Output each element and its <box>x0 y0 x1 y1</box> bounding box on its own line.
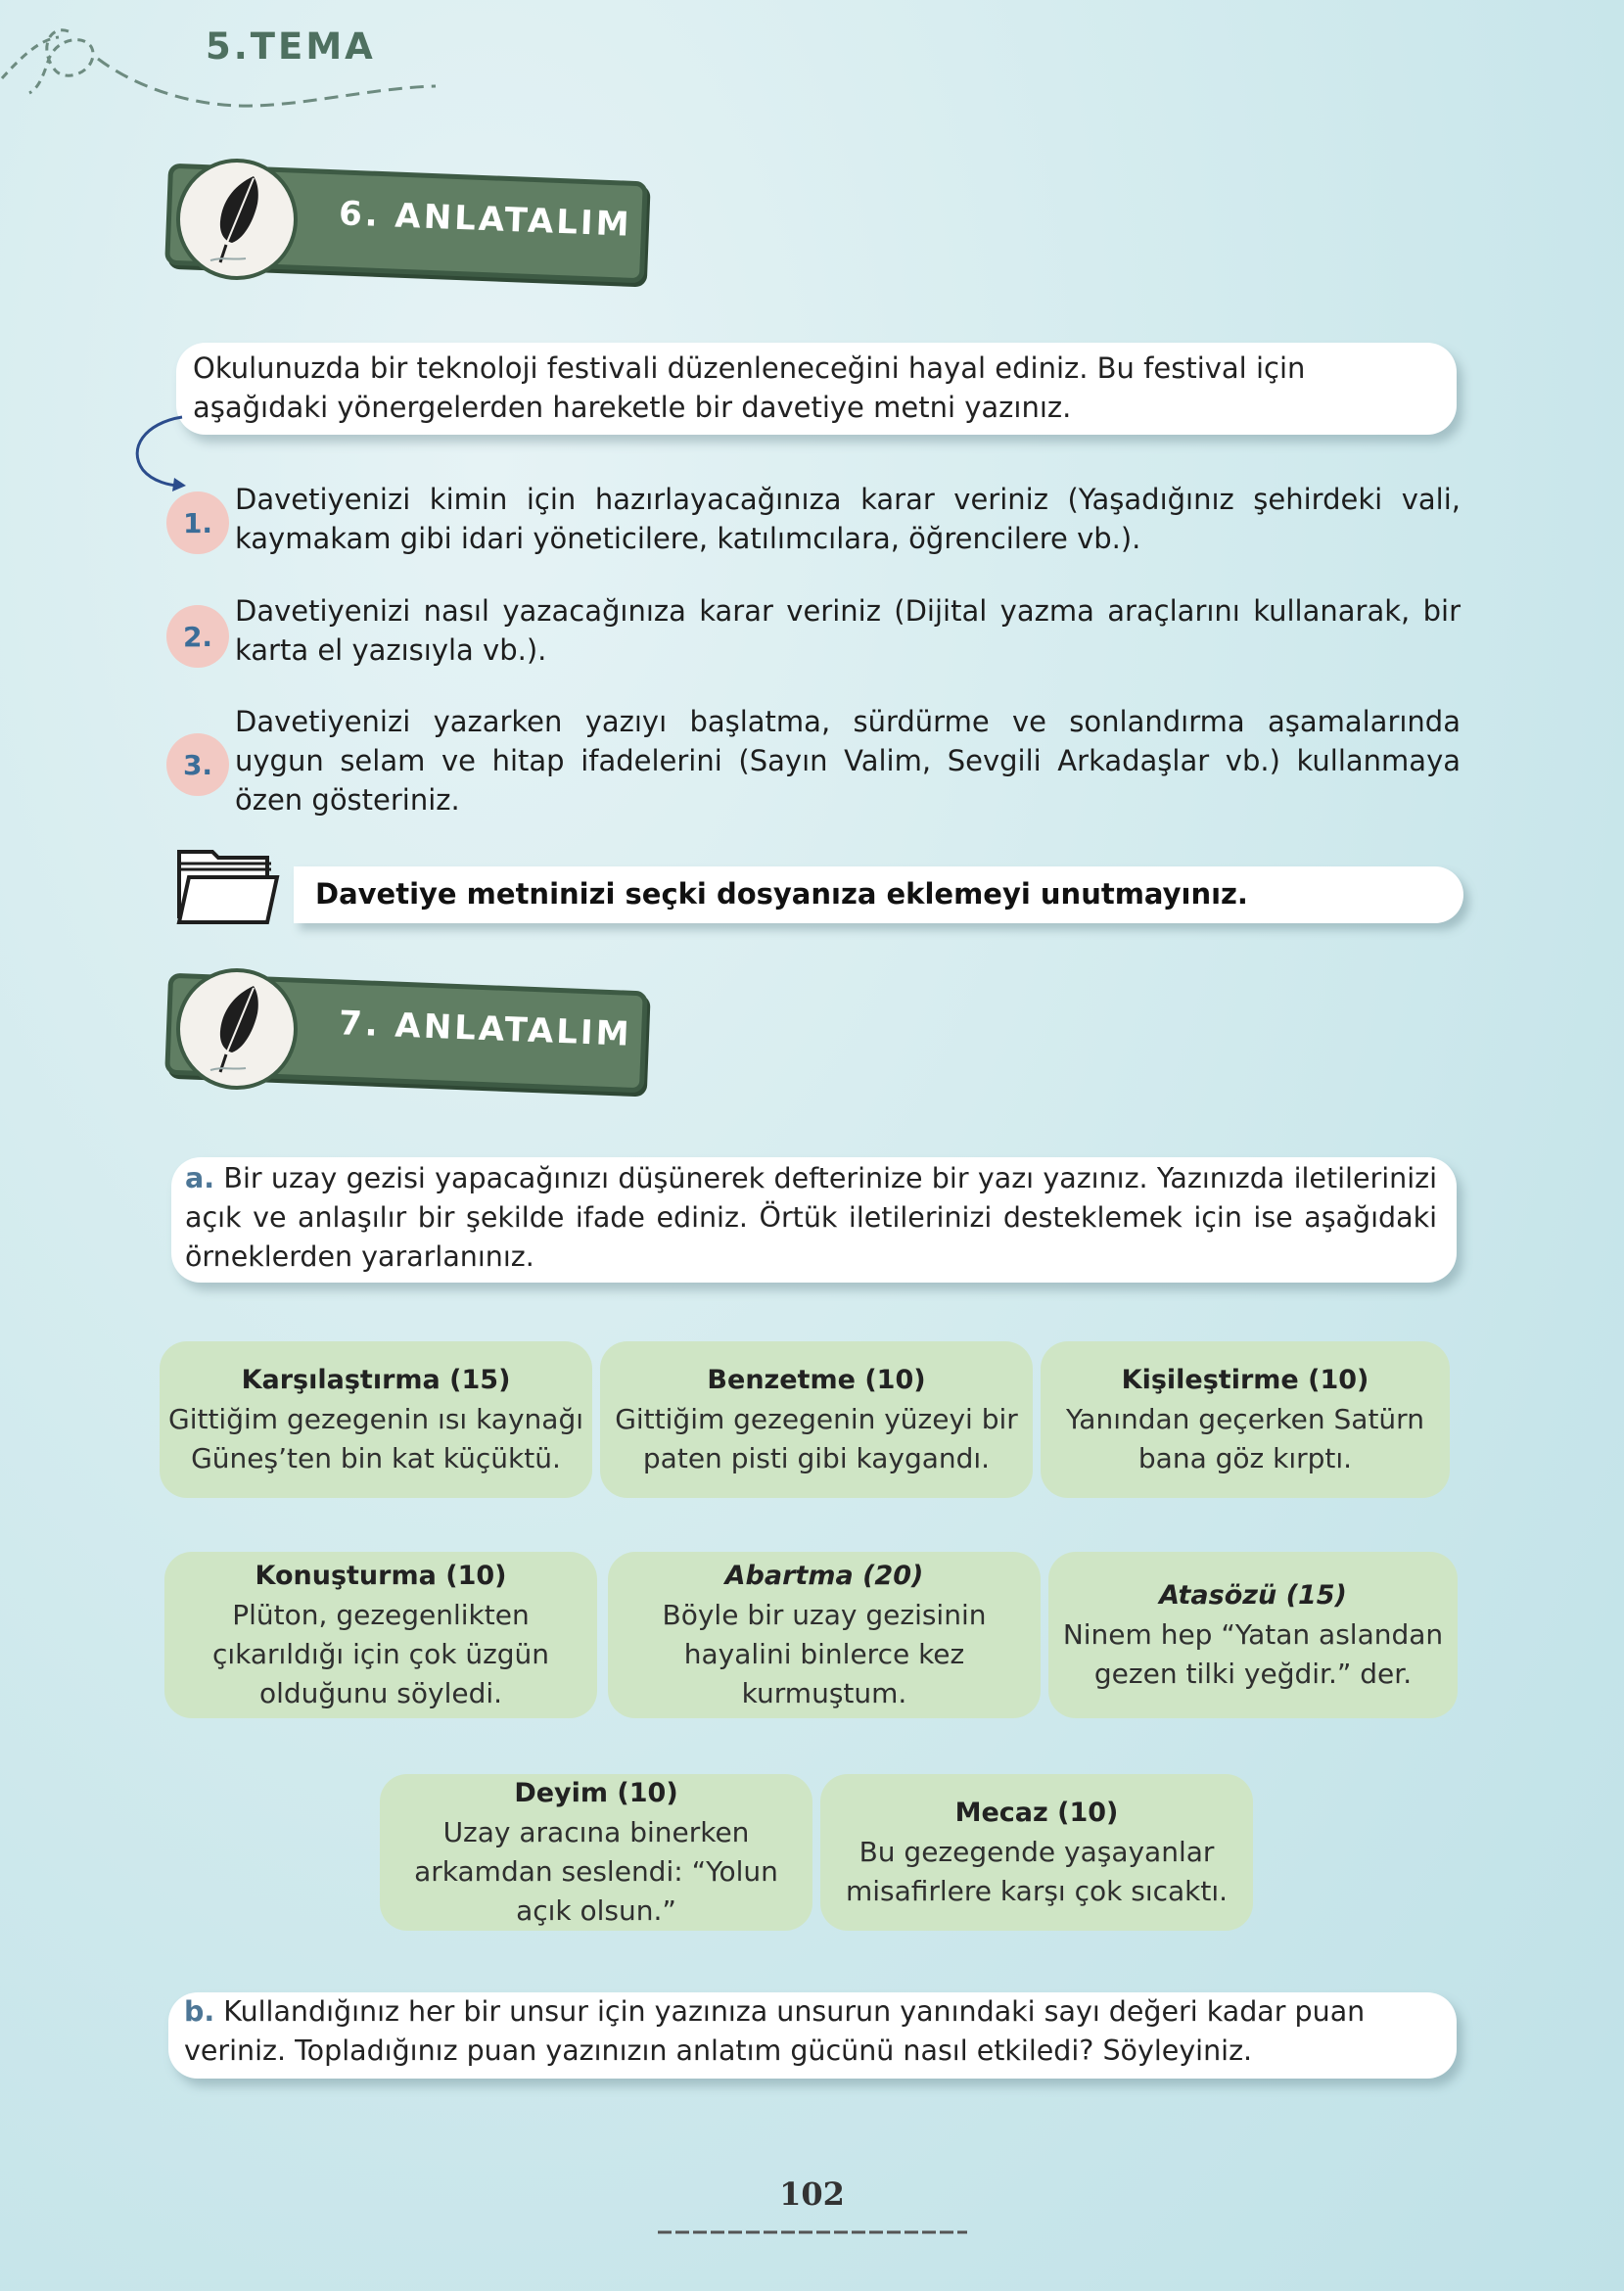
step-2 <box>164 591 1462 679</box>
step-number: 3. <box>166 733 229 796</box>
card-title: Deyim (10) <box>514 1778 678 1808</box>
example-card-abartma <box>608 1552 1041 1718</box>
task-a <box>171 1157 1457 1283</box>
folder-icon <box>173 844 281 926</box>
section-6-badge <box>164 164 654 282</box>
card-text: Gittiğim gezegenin yüzeyi bir paten pisti gibi kaygandı. <box>615 1403 1018 1474</box>
example-card-konusturma <box>164 1552 597 1718</box>
task-b-lead: b. <box>184 1995 215 2028</box>
card-text: Uzay aracına binerken arkamdan seslendi: “Yolun açık olsun.” <box>414 1816 778 1927</box>
card-title: Atasözü (15) <box>1159 1580 1347 1611</box>
card-text: Yanından geçerken Satürn bana göz kırptı. <box>1066 1403 1424 1474</box>
card-text: Bu gezegende yaşayanlar misafirlere karşı çok sıcaktı. <box>845 1836 1229 1907</box>
page-number-underline <box>656 2227 969 2237</box>
example-card-atasozu <box>1048 1552 1458 1718</box>
step-number: 1. <box>166 491 229 554</box>
step-text: Davetiyenizi nasıl yazacağınıza karar veriniz (Dijital yazma araçlarını kullanarak, bir karta el yazısıyla vb.). <box>235 594 1461 667</box>
example-card-karsilastirma <box>160 1341 592 1498</box>
feather-icon <box>176 968 298 1090</box>
section-7-title: 7. ANLATALIM <box>338 1004 633 1054</box>
card-title: Karşılaştırma (15) <box>241 1365 511 1395</box>
section-7-badge <box>164 974 654 1092</box>
card-title: Abartma (20) <box>724 1561 924 1591</box>
task-a-text: Bir uzay gezisi yapacağınızı düşünerek defterinize bir yazı yazınız. Yazınızda iletilerinizi açık ve anlaşılır bir şekilde ifade ediniz. Örtük iletilerinizi desteklemek için ise aşağıdaki örneklerden yararlanınız. <box>185 1162 1437 1273</box>
task-a-lead: a. <box>185 1162 215 1194</box>
step-text: Davetiyenizi kimin için hazırlayacağınıza karar veriniz (Yaşadığınız şehirdeki vali, kaymakam gibi idari yöneticilere, katılımcılara, öğrencilere vb.). <box>235 483 1461 555</box>
card-text: Gittiğim gezegenin ısı kaynağı Güneş’ten bin kat küçüktü. <box>168 1403 583 1474</box>
example-card-benzetme <box>600 1341 1033 1498</box>
example-card-mecaz <box>820 1774 1253 1931</box>
card-title: Benzetme (10) <box>707 1365 926 1395</box>
step-number: 2. <box>166 605 229 668</box>
example-card-kisilestirme <box>1041 1341 1450 1498</box>
feather-icon <box>176 159 298 280</box>
card-title: Kişileştirme (10) <box>1121 1365 1369 1395</box>
card-text: Plüton, gezegenlikten çıkarıldığı için çok üzgün olduğunu söyledi. <box>211 1599 550 1709</box>
section-6-intro: Okulunuzda bir teknoloji festivali düzenleneceğini hayal ediniz. Bu festival için aşağıdaki yönergelerden hareketle bir davetiye metni yazınız. <box>176 343 1457 435</box>
task-b <box>168 1992 1457 2079</box>
example-card-deyim <box>380 1774 812 1931</box>
portfolio-note: Davetiye metninizi seçki dosyanıza eklemeyi unutmayınız. <box>294 866 1463 923</box>
step-text: Davetiyenizi yazarken yazıyı başlatma, sürdürme ve sonlandırma aşamalarında uygun selam ve hitap ifadelerini (Sayın Valim, Sevgili Arkadaşlar vb.) kullanmaya özen gösteriniz. <box>235 705 1461 817</box>
task-b-text: Kullandığınız her bir unsur için yazınıza unsurun yanındaki sayı değeri kadar puan veriniz. Topladığınız puan yazınızın anlatım gücünü nasıl etkiledi? Söyleyiniz. <box>184 1995 1366 2067</box>
step-1 <box>164 480 1462 568</box>
card-title: Konuşturma (10) <box>255 1561 507 1591</box>
card-title: Mecaz (10) <box>954 1798 1119 1828</box>
card-text: Böyle bir uzay gezisinin hayalini binlerce kez kurmuştum. <box>662 1599 987 1709</box>
section-6-title: 6. ANLATALIM <box>338 194 633 245</box>
theme-label: 5.TEMA <box>206 25 376 68</box>
card-text: Ninem hep “Yatan aslandan gezen tilki yeğdir.” der. <box>1062 1618 1444 1690</box>
page-number: 102 <box>779 2175 845 2213</box>
step-3 <box>164 702 1462 829</box>
